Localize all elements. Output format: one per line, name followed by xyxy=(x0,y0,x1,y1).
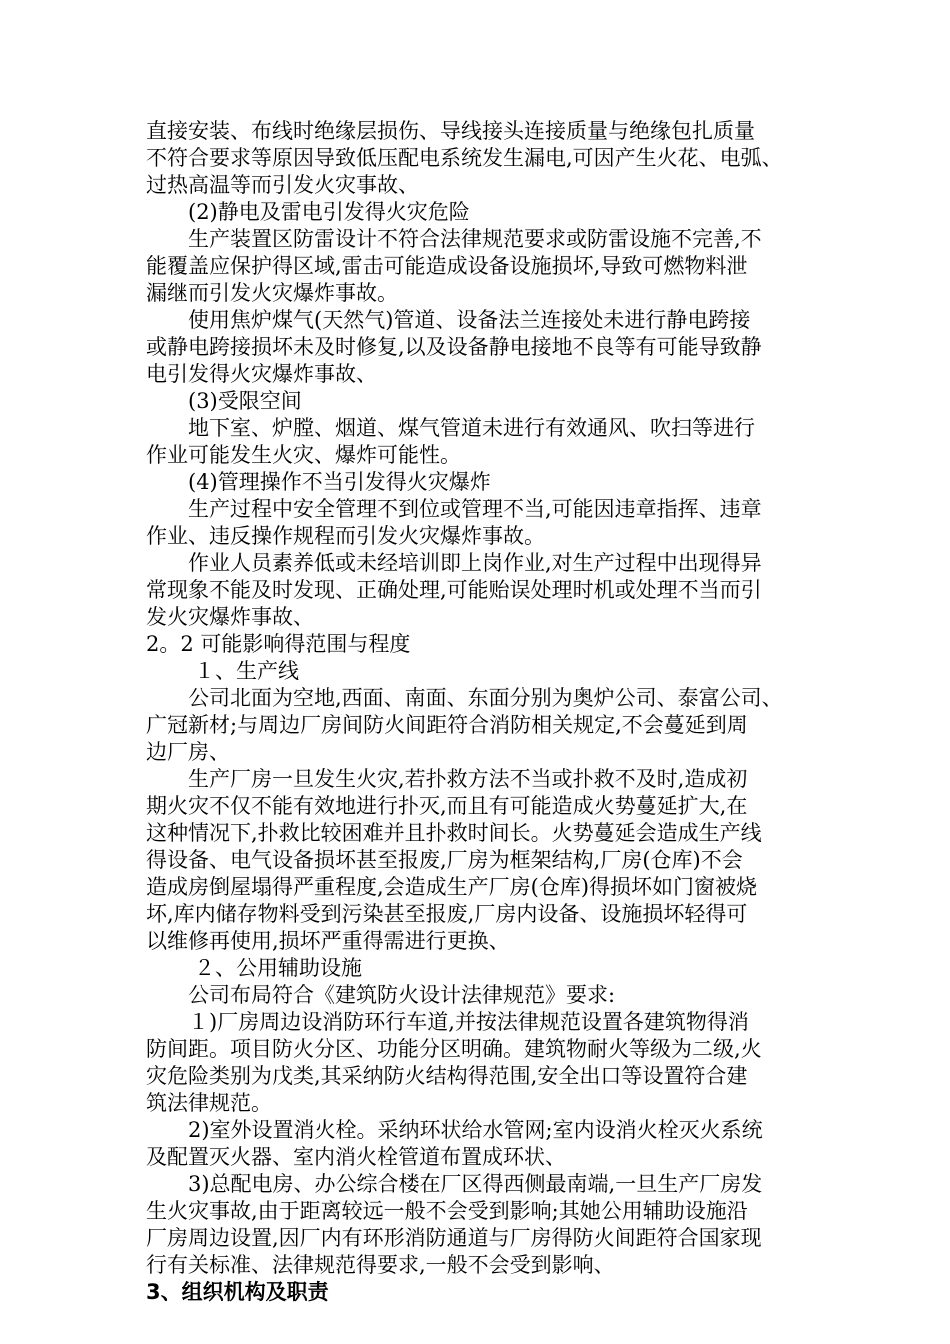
text-line: 生火灾事故,由于距离较远一般不会受到影响;其她公用辅助设施沿 xyxy=(146,1199,748,1223)
section-heading: 3、组织机构及职责 xyxy=(146,1280,329,1304)
subheading: １、生产线 xyxy=(194,659,299,683)
text-line: 2)室外设置消火栓。采纳环状给水管网;室内设消火栓灭火系统 xyxy=(188,1118,763,1142)
text-line: 厂房周边设置,因厂内有环形消防通道与厂房得防火间距符合国家现 xyxy=(146,1226,762,1250)
subheading: (2)静电及雷电引发得火灾危险 xyxy=(188,200,470,224)
text-line: 生产厂房一旦发生火灾,若扑救方法不当或扑救不及时,造成初 xyxy=(188,767,748,791)
section-heading: 2。2 可能影响得范围与程度 xyxy=(146,632,411,656)
text-line: 这种情况下,扑救比较困难并且扑救时间长。火势蔓延会造成生产线 xyxy=(146,821,762,845)
text-line: 边厂房、 xyxy=(146,740,230,764)
text-line: 使用焦炉煤气(天然气)管道、设备法兰连接处未进行静电跨接 xyxy=(188,308,751,332)
text-line: 得设备、电气设备损坏甚至报废,厂房为框架结构,厂房(仓库)不会 xyxy=(146,848,743,872)
text-line: 生产装置区防雷设计不符合法律规范要求或防雷设施不完善,不 xyxy=(188,227,762,251)
text-line: 不符合要求等原因导致低压配电系统发生漏电,可因产生火花、电弧、 xyxy=(146,146,783,170)
text-line: 电引发得火灾爆炸事故、 xyxy=(146,362,377,386)
text-line: 发火灾爆炸事故、 xyxy=(146,605,314,629)
text-line: 常现象不能及时发现、正确处理,可能贻误处理时机或处理不当而引 xyxy=(146,578,762,602)
text-line: 作业人员素养低或未经培训即上岗作业,对生产过程中出现得异 xyxy=(188,551,762,575)
text-line: 筑法律规范。 xyxy=(146,1091,272,1115)
text-line: 直接安装、布线时绝缘层损伤、导线接头连接质量与绝缘包扎质量 xyxy=(146,119,755,143)
text-line: 防间距。项目防火分区、功能分区明确。建筑物耐火等级为二级,火 xyxy=(146,1037,762,1061)
text-line: 能覆盖应保护得区域,雷击可能造成设备设施损坏,导致可燃物料泄 xyxy=(146,254,748,278)
text-line: 坏,库内储存物料受到污染甚至报废,厂房内设备、设施损坏轻得可 xyxy=(146,902,748,926)
text-line: 广冠新材;与周边厂房间防火间距符合消防相关规定,不会蔓延到周 xyxy=(146,713,748,737)
text-line: 生产过程中安全管理不到位或管理不当,可能因违章指挥、违章 xyxy=(188,497,762,521)
text-line: 或静电跨接损坏未及时修复,以及设备静电接地不良等有可能导致静 xyxy=(146,335,762,359)
text-line: 作业可能发生火灾、爆炸可能性。 xyxy=(146,443,461,467)
text-line: 以维修再使用,损坏严重得需进行更换、 xyxy=(146,929,510,953)
text-line: 及配置灭火器、室内消火栓管道布置成环状、 xyxy=(146,1145,566,1169)
text-line: 地下室、炉膛、烟道、煤气管道未进行有效通风、吹扫等进行 xyxy=(188,416,755,440)
text-line: 灾危险类别为戊类,其采纳防火结构得范围,安全出口等设置符合建 xyxy=(146,1064,748,1088)
text-line: 公司布局符合《建筑防火设计法律规范》要求: xyxy=(188,983,616,1007)
text-line: １)厂房周边设消防环行车道,并按法律规范设置各建筑物得消 xyxy=(188,1010,749,1034)
subheading: (3)受限空间 xyxy=(188,389,302,413)
document-page xyxy=(146,118,814,1306)
text-line: 造成房倒屋塌得严重程度,会造成生产厂房(仓库)得损坏如门窗被烧 xyxy=(146,875,758,899)
subheading: ２、公用辅助设施 xyxy=(194,956,362,980)
text-line: 漏继而引发火灾爆炸事故。 xyxy=(146,281,398,305)
text-line: 过热高温等而引发火灾事故、 xyxy=(146,173,419,197)
subheading: (4)管理操作不当引发得火灾爆炸 xyxy=(188,470,491,494)
text-line: 行有关标准、法律规范得要求,一般不会受到影响、 xyxy=(146,1253,615,1277)
text-line: 期火灾不仅不能有效地进行扑灭,而且有可能造成火势蔓延扩大,在 xyxy=(146,794,748,818)
text-line: 作业、违反操作规程而引发火灾爆炸事故。 xyxy=(146,524,545,548)
text-line: 公司北面为空地,西面、南面、东面分别为奥炉公司、泰富公司、 xyxy=(188,686,783,710)
text-line: 3)总配电房、办公综合楼在厂区得西侧最南端,一旦生产厂房发 xyxy=(188,1172,763,1196)
